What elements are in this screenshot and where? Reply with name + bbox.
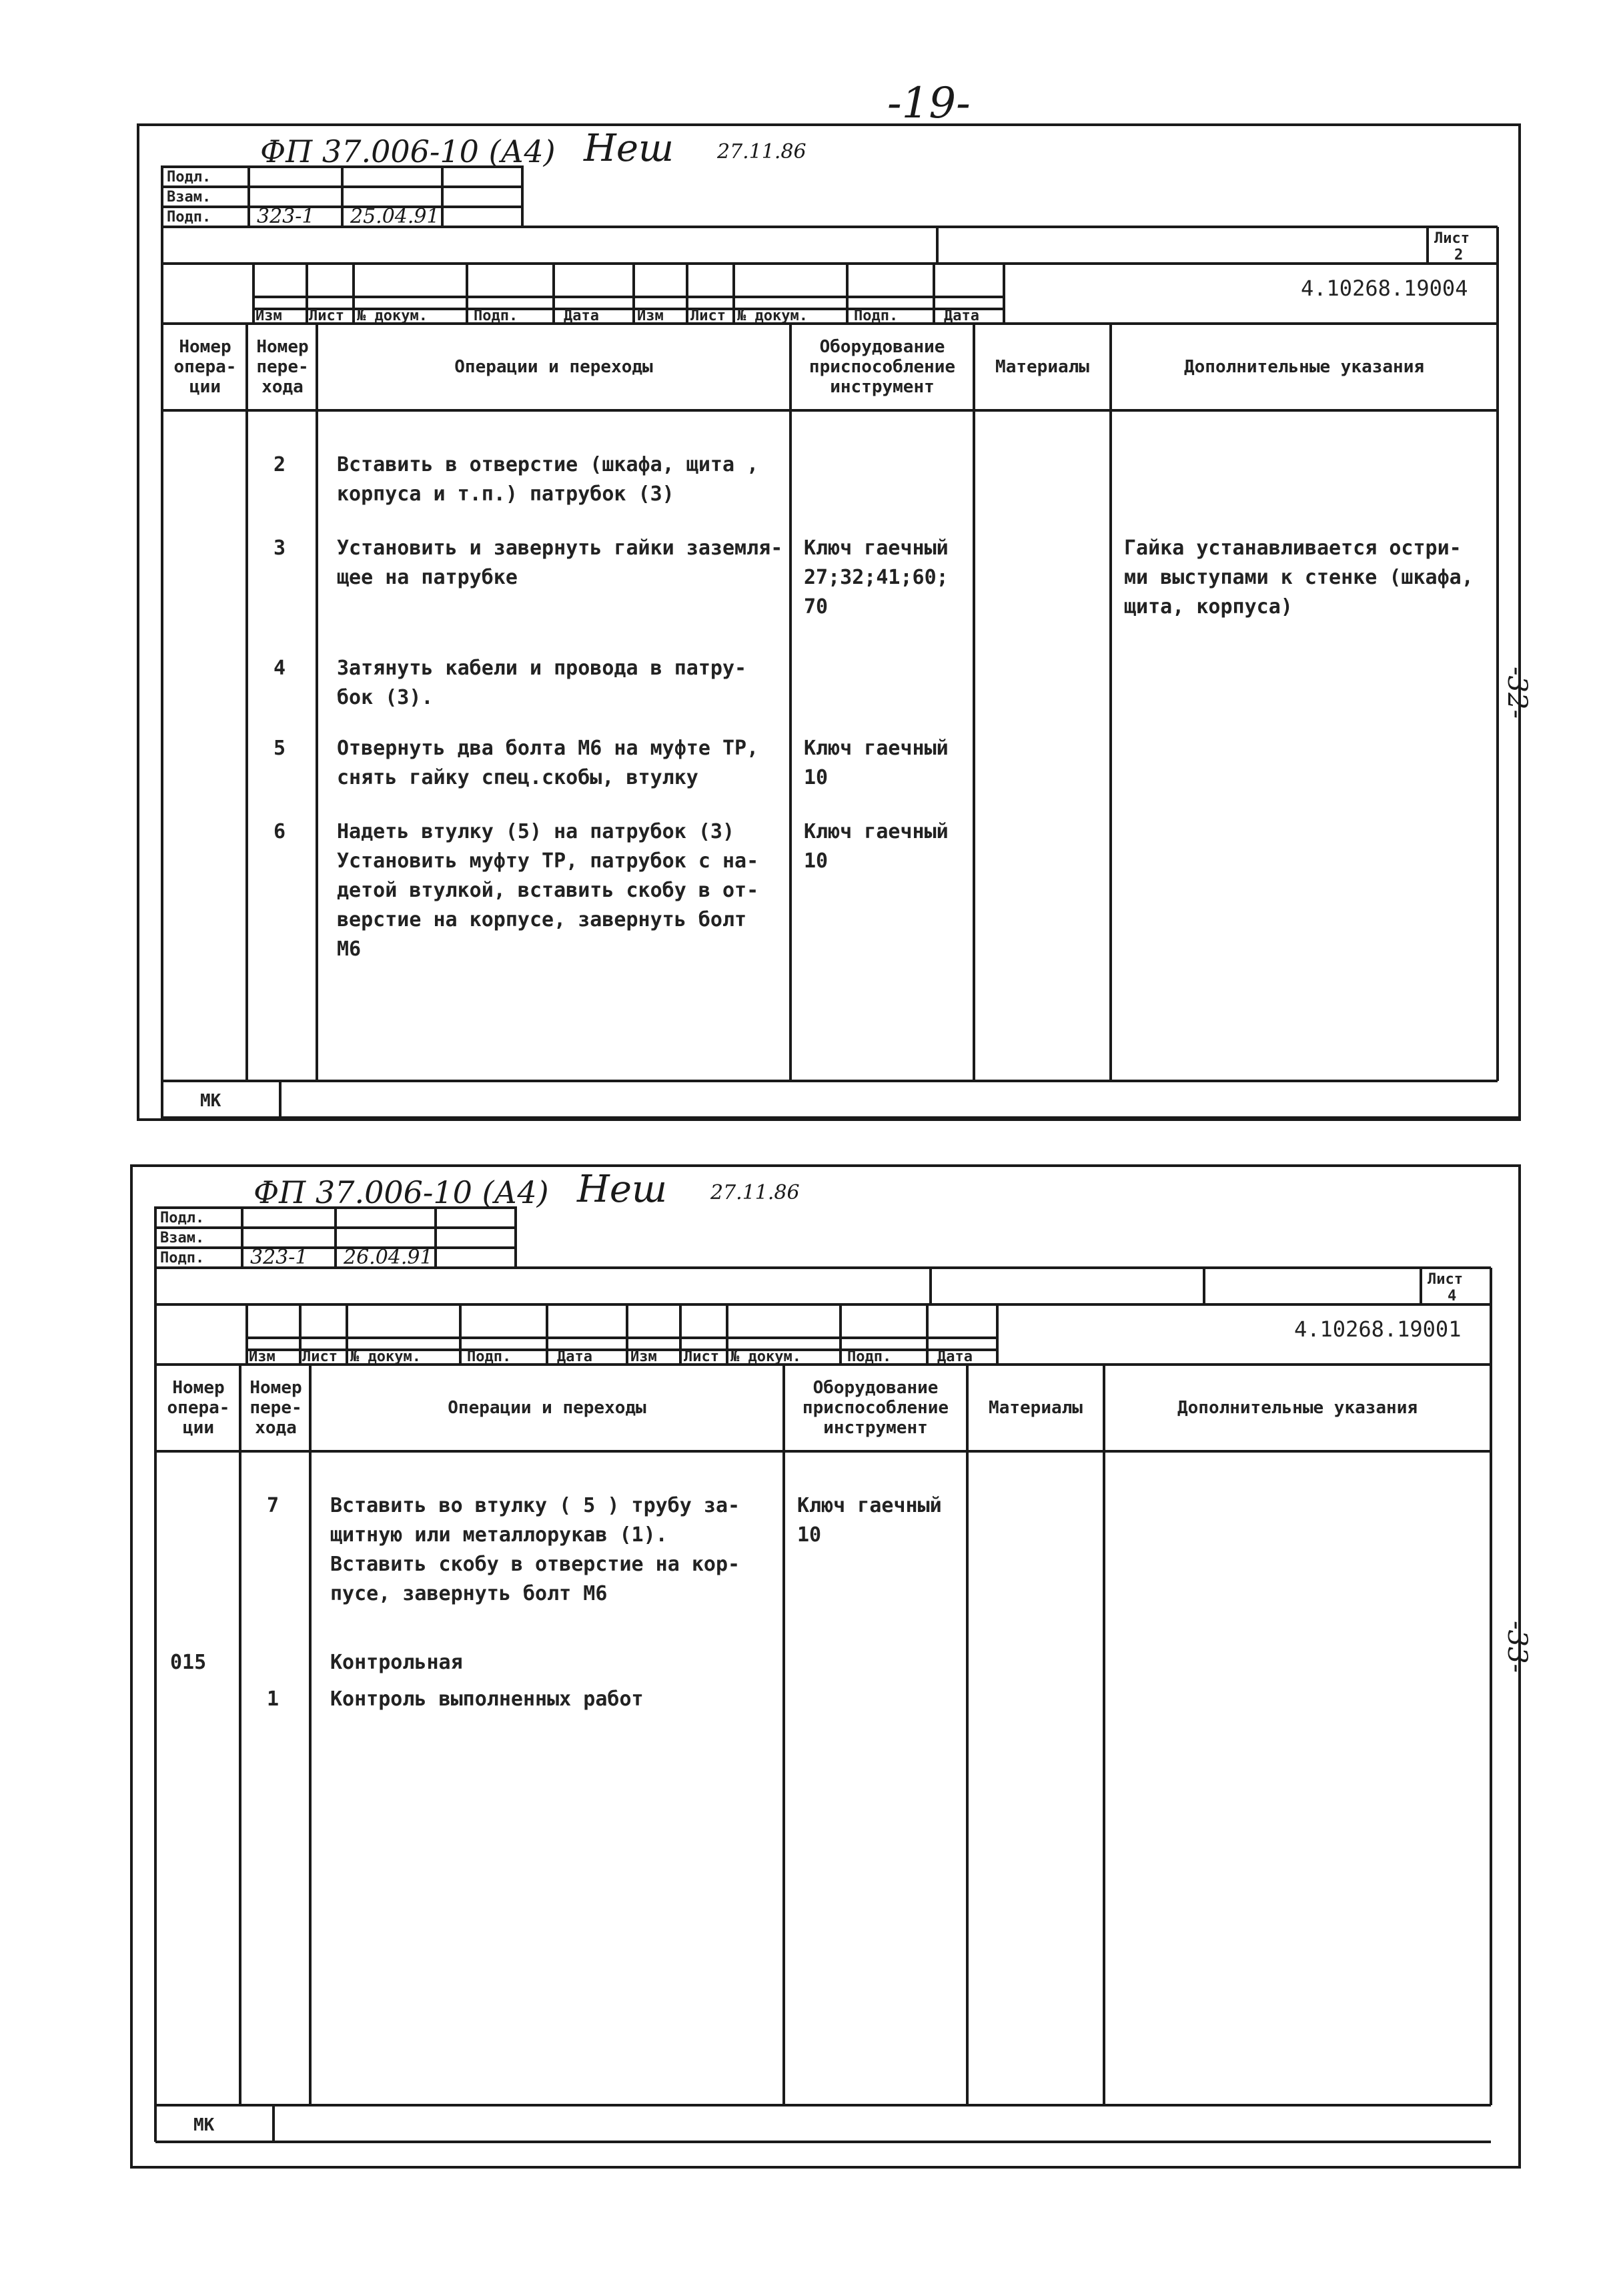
sheet-label: Лист [1434, 230, 1470, 247]
row-equipment: Ключ гаечный 10 [804, 737, 949, 789]
row-step: 3 [274, 536, 286, 560]
rev-podp: Подп. [474, 308, 518, 324]
footer-mk: МК [200, 1091, 221, 1111]
footer-mk: МК [193, 2115, 215, 2135]
form-1-grid [137, 123, 1521, 1121]
rev-list: Лист [302, 1349, 338, 1365]
signature: Неш [577, 1168, 668, 1211]
rev-doc: № докум. [350, 1349, 421, 1365]
col-notes: Дополнительные указания [1177, 1398, 1418, 1418]
row-step: 7 [267, 1494, 280, 1517]
stamp-value-2: 26.04.91 [344, 1246, 433, 1269]
stamp-value-1: 323-1 [250, 1246, 308, 1269]
margin-mark: -32- [1501, 667, 1532, 719]
row-text: Затянуть кабели и провода в патру- бок (3). [337, 657, 747, 709]
form-code: ФП 37.006-10 (А4) [253, 1174, 549, 1210]
col-materials: Материалы [989, 1398, 1083, 1418]
stamp-label-podl: Подл. [160, 1210, 205, 1226]
stamp-label-podp: Подп. [160, 1250, 205, 1266]
form-code: ФП 37.006-10 (А4) [260, 133, 556, 169]
rev-list-2: Лист [684, 1349, 719, 1365]
sheet-number: 4 [1448, 1288, 1457, 1304]
rev-list-2: Лист [690, 308, 726, 324]
row-step: 6 [274, 820, 286, 843]
row-op: 015 [170, 1651, 207, 1674]
col-equipment: Оборудование приспособление инструмент [802, 1378, 949, 1438]
rev-date: Дата [557, 1349, 592, 1365]
col-op-number: Номер опера- ции [167, 1378, 230, 1438]
rev-izm-2: Изм [630, 1349, 657, 1365]
stamp-label-vzam: Взам. [167, 189, 211, 206]
row-step: 1 [267, 1687, 280, 1711]
stamp-label-vzam: Взам. [160, 1230, 205, 1246]
stamp-value-1: 323-1 [257, 205, 315, 228]
rev-podp: Подп. [467, 1349, 512, 1365]
doc-number: 4.10268.19001 [1294, 1316, 1462, 1342]
col-materials: Материалы [995, 357, 1089, 377]
row-notes: Гайка устанавливается остри- ми выступами к стенке (шкафа, щита, корпуса) [1124, 536, 1474, 619]
row-text: Отвернуть два болта М6 на муфте ТР, снять гайку спец.скобы, втулку [337, 737, 759, 789]
page-number: -19- [887, 79, 971, 128]
stamp-label-podl: Подл. [167, 169, 211, 185]
rev-doc-2: № докум. [737, 308, 808, 324]
rev-podp-2: Подп. [847, 1349, 892, 1365]
sheet-number: 2 [1454, 247, 1464, 264]
rev-doc-2: № докум. [730, 1349, 801, 1365]
col-operations: Операции и переходы [454, 357, 653, 377]
rev-date-2: Дата [937, 1349, 973, 1365]
row-step: 4 [274, 657, 286, 680]
row-text: Вставить в отверстие (шкафа, щита , корпуса и т.п.) патрубок (3) [337, 453, 759, 506]
signature-date: 27.11.86 [717, 140, 806, 163]
row-step: 2 [274, 453, 286, 476]
rev-izm: Изм [255, 308, 282, 324]
rev-date-2: Дата [944, 308, 979, 324]
row-text: Установить и завернуть гайки заземля- щее на патрубке [337, 536, 783, 589]
col-op-number: Номер опера- ции [173, 337, 237, 397]
rev-list: Лист [309, 308, 344, 324]
col-equipment: Оборудование приспособление инструмент [808, 337, 956, 397]
signature: Неш [584, 127, 674, 170]
row-equipment: Ключ гаечный 27;32;41;60; 70 [804, 536, 949, 619]
row-text: Контрольная [330, 1651, 463, 1674]
row-step: 5 [274, 737, 286, 760]
row-text: Вставить во втулку ( 5 ) трубу за- щитную или металлорукав (1). Вставить скобу в отверстие на кор- пусе, завернуть болт М6 [330, 1494, 740, 1605]
rev-date: Дата [564, 308, 599, 324]
routing-card-2 [130, 1164, 1532, 2169]
col-operations: Операции и переходы [448, 1398, 646, 1418]
stamp-label-podp: Подп. [167, 209, 211, 226]
rev-podp-2: Подп. [854, 308, 899, 324]
rev-doc: № докум. [357, 308, 428, 324]
row-equipment: Ключ гаечный 10 [797, 1494, 942, 1547]
sheet-label: Лист [1428, 1271, 1463, 1288]
row-text: Надеть втулку (5) на патрубок (3) Установить муфту ТР, патрубок с на- детой втулкой, вставить скобу в от- верстие на корпусе, завернуть болт М6 [337, 820, 759, 961]
stamp-value-2: 25.04.91 [350, 205, 440, 228]
doc-number: 4.10268.19004 [1301, 276, 1468, 301]
col-step-number: Номер пере- хода [249, 1378, 302, 1438]
row-equipment: Ключ гаечный 10 [804, 820, 949, 873]
margin-mark: -33- [1501, 1621, 1532, 1673]
col-notes: Дополнительные указания [1183, 357, 1425, 377]
signature-date: 27.11.86 [710, 1181, 800, 1204]
routing-card-1 [137, 123, 1532, 1121]
row-text: Контроль выполненных работ [330, 1687, 644, 1711]
col-step-number: Номер пере- хода [256, 337, 309, 397]
rev-izm: Изм [249, 1349, 276, 1365]
rev-izm-2: Изм [637, 308, 664, 324]
